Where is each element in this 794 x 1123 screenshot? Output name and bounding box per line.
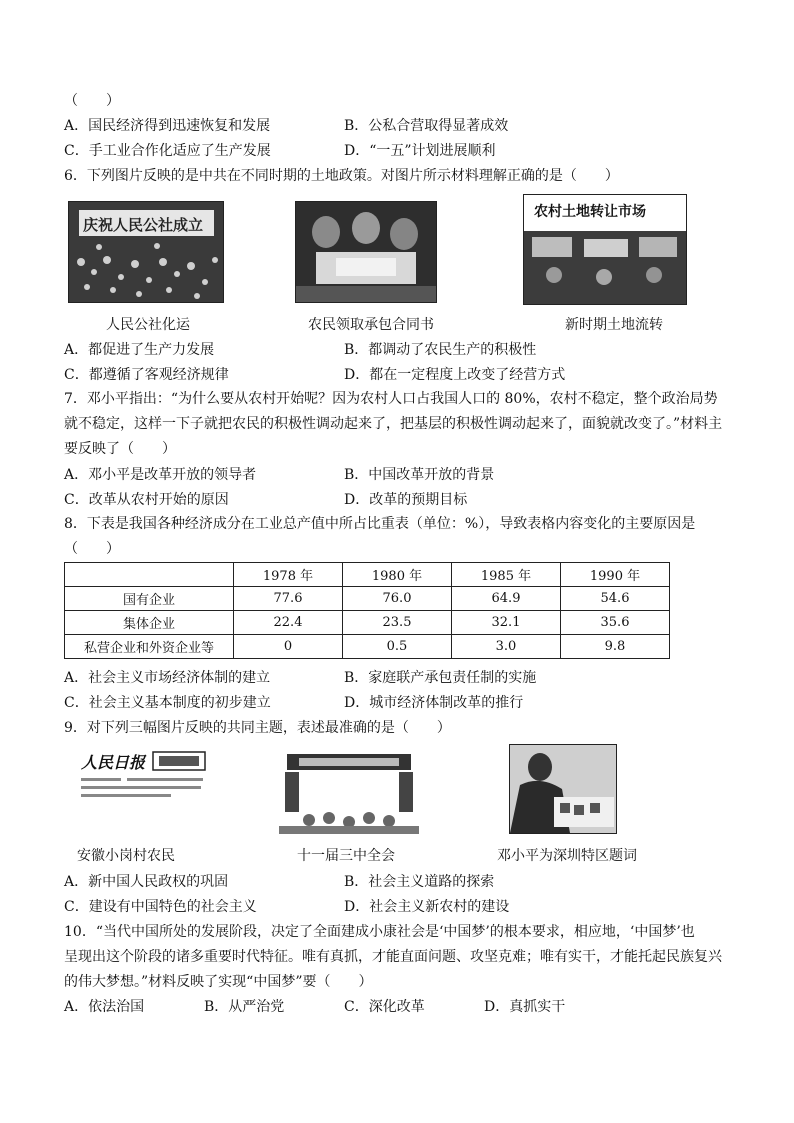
q9-caption-2: 十一届三中全会	[297, 848, 395, 864]
q9-caption-3: 邓小平为深圳特区题词	[497, 848, 637, 864]
q8-option-b: B．家庭联产承包责任制的实施	[344, 670, 537, 686]
q7-option-d: D．改革的预期目标	[344, 492, 468, 508]
q6-option-d: D．都在一定程度上改变了经营方式	[344, 367, 566, 383]
table-cell: 77.6	[234, 587, 343, 611]
q7-option-c: C．改革从农村开始的原因	[64, 492, 229, 508]
q7-stem-line-2: 就不稳定，这样一下子就把农民的积极性调动起来了，把基层的积极性调动起来了，面貌就改变了。”材料主	[64, 416, 723, 432]
q6-photo3-sign: 农村土地转让市场	[534, 204, 646, 220]
q8-option-d: D．城市经济体制改革的推行	[344, 695, 524, 711]
q6-option-c: C．都遵循了客观经济规律	[64, 367, 229, 383]
table-header-cell: 1990 年	[561, 563, 670, 587]
q6-photo1-banner: 庆祝人民公社成立	[83, 216, 204, 234]
q9-option-a: A．新中国人民政权的巩固	[64, 874, 229, 890]
q10-stem-line-2: 呈现出这个阶段的诸多重要时代特征。唯有真抓，才能直面问题、攻坚克难；唯有实干，才能托起民族复兴	[64, 949, 722, 965]
table-header-cell	[65, 563, 234, 587]
q8-option-a: A．社会主义市场经济体制的建立	[64, 670, 271, 686]
q9-photo-newspaper	[77, 748, 209, 832]
contract-photo-icon	[296, 202, 436, 302]
q10-stem-line-3: 的伟大梦想。”材料反映了实现“中国梦”要（ ）	[64, 974, 373, 990]
q8-paren: （ ）	[64, 541, 120, 557]
q5-option-b: B．公私合营取得显著成效	[344, 118, 509, 134]
table-cell: 9.8	[561, 635, 670, 659]
table-cell: 64.9	[452, 587, 561, 611]
table-cell: 3.0	[452, 635, 561, 659]
table-cell: 76.0	[343, 587, 452, 611]
inscription-photo-icon	[510, 745, 616, 833]
q7-option-a: A．邓小平是改革开放的领导者	[64, 467, 257, 483]
q8-option-c: C．社会主义基本制度的初步建立	[64, 695, 271, 711]
q10-option-b: B．从严治党	[204, 999, 285, 1015]
plenum-photo-icon	[279, 748, 419, 834]
q6-stem: 6．下列图片反映的是中共在不同时期的土地政策。对图片所示材料理解正确的是（ ）	[64, 168, 619, 184]
q9-photo1-masthead: 人民日报	[81, 753, 146, 772]
q9-caption-1: 安徽小岗村农民	[77, 848, 175, 864]
q6-caption-3: 新时期土地流转	[565, 317, 663, 333]
table-row-label: 国有企业	[65, 587, 234, 611]
q7-stem-line-1: 7．邓小平指出：“为什么要从农村开始呢？因为农村人口占我国人口的 80%，农村不稳定，整个政治局势	[64, 391, 718, 407]
table-row	[65, 611, 670, 635]
q9-stem: 9．对下列三幅图片反映的共同主题，表述最准确的是（ ）	[64, 720, 451, 736]
table-cell: 35.6	[561, 611, 670, 635]
q9-option-c: C．建设有中国特色的社会主义	[64, 899, 257, 915]
table-cell: 0	[234, 635, 343, 659]
table-row-label: 私营企业和外资企业等	[65, 635, 234, 659]
q6-option-b: B．都调动了农民生产的积极性	[344, 342, 537, 358]
table-cell: 23.5	[343, 611, 452, 635]
q8-table	[64, 562, 670, 659]
table-row	[65, 635, 670, 659]
table-header-cell: 1978 年	[234, 563, 343, 587]
table-cell: 22.4	[234, 611, 343, 635]
q7-stem	[64, 387, 732, 462]
q10-option-c: C．深化改革	[344, 999, 425, 1015]
table-header-cell: 1985 年	[452, 563, 561, 587]
q7-option-b: B．中国改革开放的背景	[344, 467, 495, 483]
q6-option-a: A．都促进了生产力发展	[64, 342, 215, 358]
q9-photo-inscription	[509, 744, 617, 834]
q5-option-a: A．国民经济得到迅速恢复和发展	[64, 118, 271, 134]
q5-option-d: D．“一五”计划进展顺利	[344, 143, 496, 159]
q10-stem-line-1: 10．“当代中国所处的发展阶段，决定了全面建成小康社会是‘中国梦’的根本要求，相应地，‘中国梦’也	[64, 924, 695, 940]
newspaper-photo-icon	[77, 748, 209, 832]
q9-option-b: B．社会主义道路的探索	[344, 874, 495, 890]
q5-paren: （ ）	[64, 93, 120, 109]
q8-stem: 8．下表是我国各种经济成分在工业总产值中所占比重表（单位：%），导致表格内容变化的主要原因是	[64, 516, 696, 532]
q6-photo-land-market	[523, 194, 687, 305]
q6-photo-contract	[295, 201, 437, 303]
table-cell: 54.6	[561, 587, 670, 611]
table-row-label: 集体企业	[65, 611, 234, 635]
table-header-cell: 1980 年	[343, 563, 452, 587]
q10-option-d: D．真抓实干	[484, 999, 566, 1015]
table-header-row	[65, 563, 670, 587]
q6-photo-commune	[68, 201, 224, 303]
market-photo-icon	[524, 195, 686, 304]
q10-option-a: A．依法治国	[64, 999, 145, 1015]
q5-option-c: C．手工业合作化适应了生产发展	[64, 143, 271, 159]
q6-caption-2: 农民领取承包合同书	[308, 317, 434, 333]
q9-photo-plenum	[279, 748, 419, 834]
table-cell: 0.5	[343, 635, 452, 659]
q9-option-d: D．社会主义新农村的建设	[344, 899, 510, 915]
table-cell: 32.1	[452, 611, 561, 635]
q6-caption-1: 人民公社化运	[106, 317, 190, 333]
q7-stem-line-3: 要反映了（ ）	[64, 441, 176, 457]
table-row	[65, 587, 670, 611]
q10-stem	[64, 920, 732, 995]
